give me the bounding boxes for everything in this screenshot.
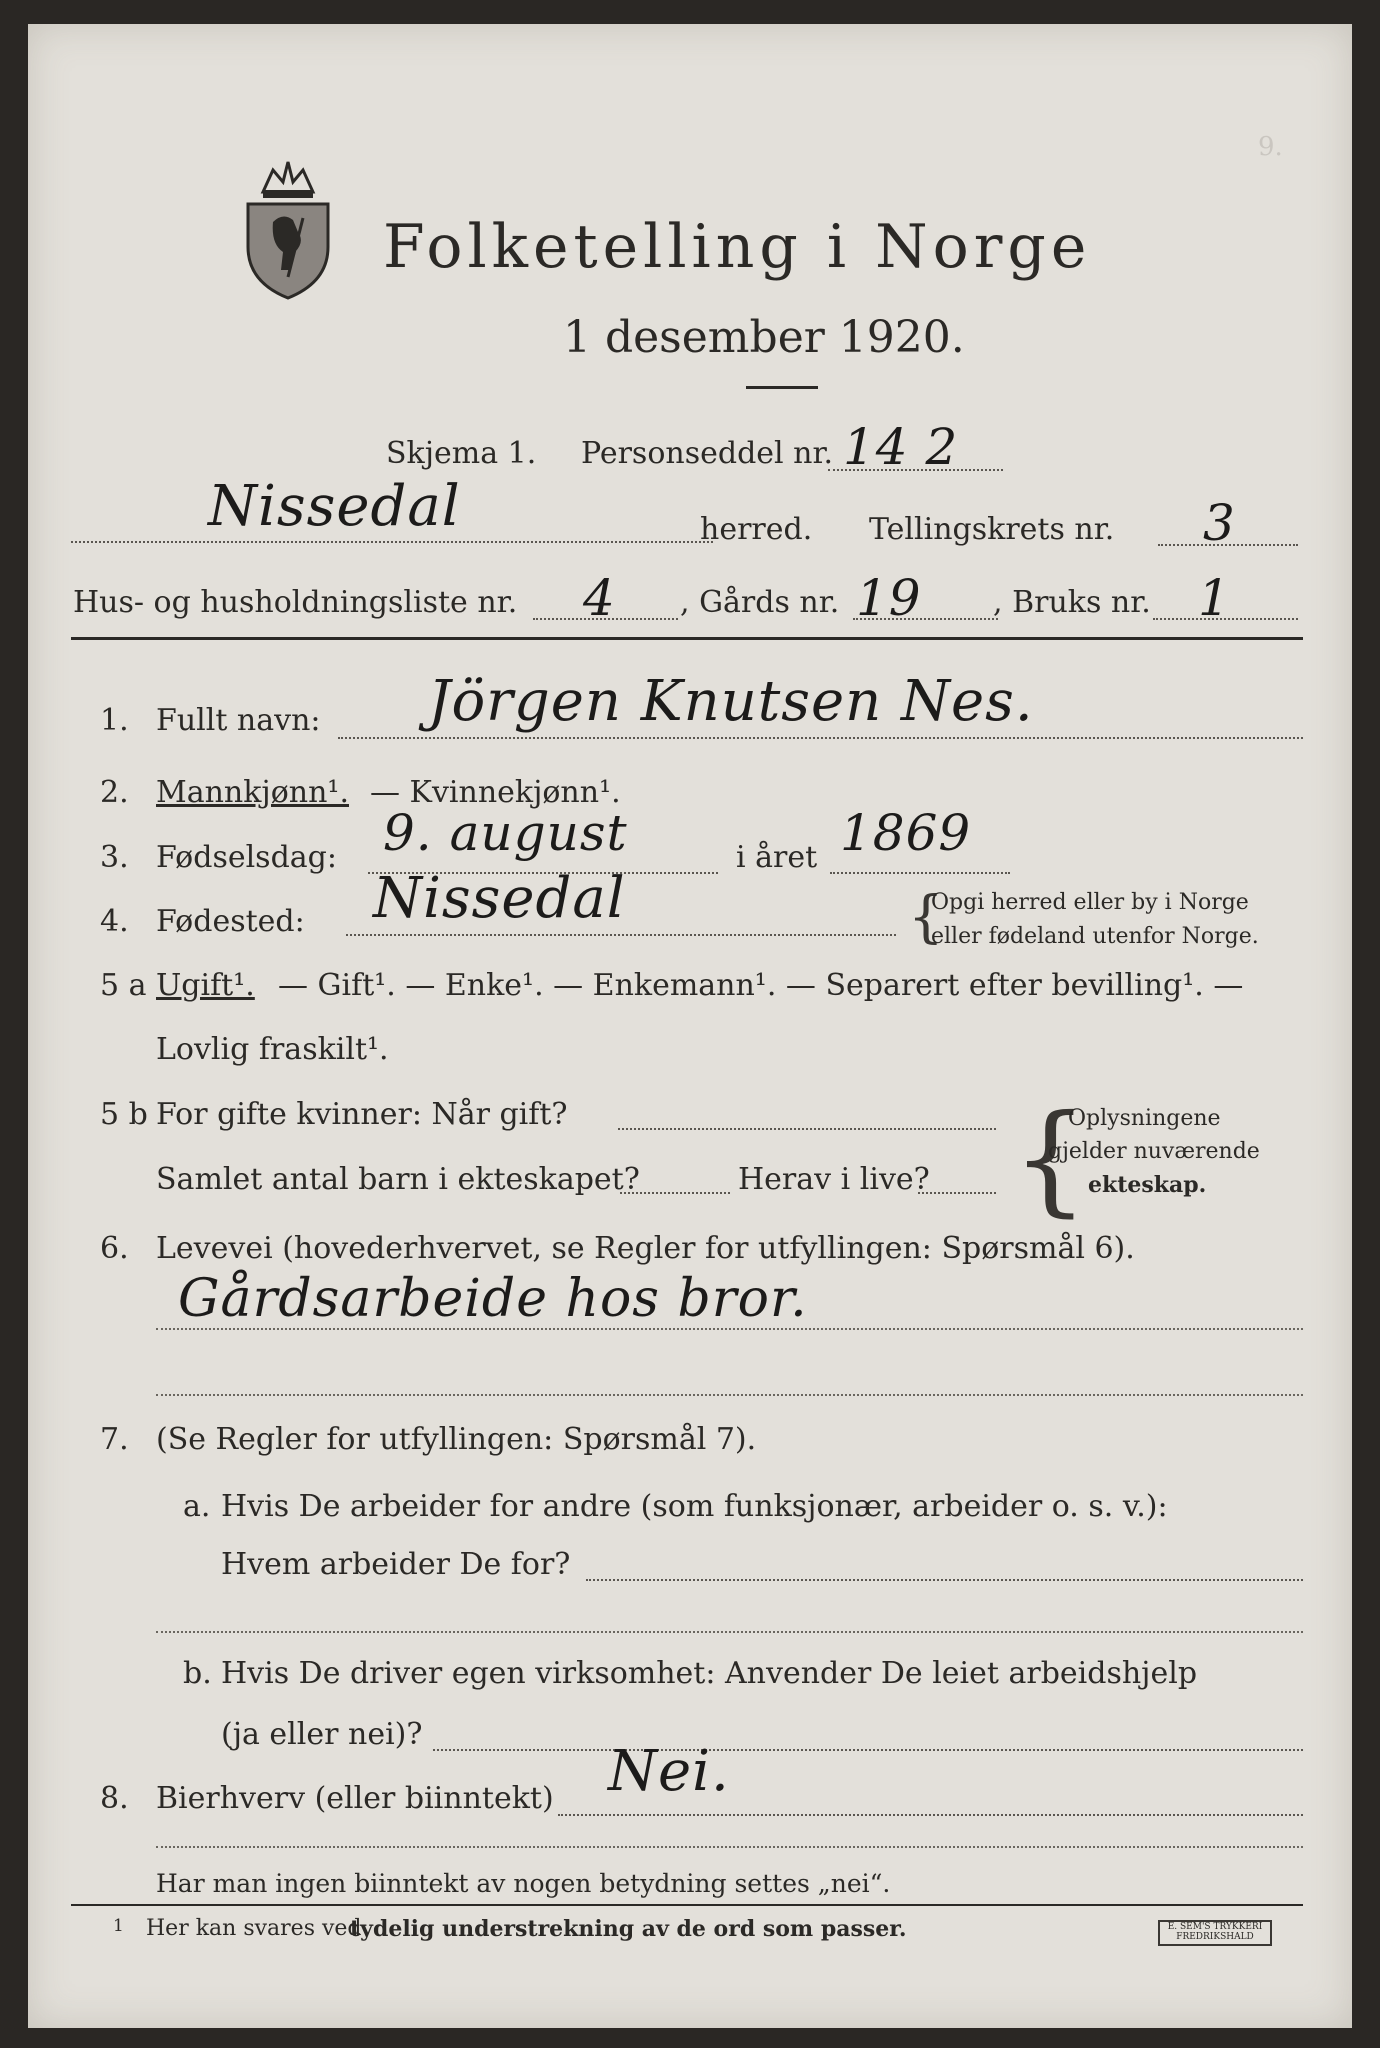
herred-line (71, 541, 713, 543)
year-label: i året (736, 840, 818, 875)
married-date-line (618, 1128, 996, 1130)
q6-label: Levevei (hovederhvervet, se Regler for utfyllingen: Spørsmål 6). (156, 1231, 1135, 1266)
q1-label: Fullt navn: (156, 703, 321, 738)
tellingskrets-value[interactable]: 3 (1203, 494, 1236, 552)
personseddel-label: Personseddel nr. (581, 436, 834, 471)
q7b-text-2: (ja eller nei)? (221, 1717, 423, 1752)
form-title: Folketelling i Norge (383, 212, 1092, 282)
q5b-label-alive: Herav i live? (738, 1162, 930, 1197)
biinntekt-note: Har man ingen biinntekt av nogen betydning settes „nei“. (156, 1869, 891, 1898)
side-income-line (558, 1814, 1303, 1816)
section-rule (71, 637, 1303, 640)
birth-year-value[interactable]: 1869 (840, 804, 972, 862)
q5b-note-3: ekteskap. (1088, 1172, 1207, 1198)
hus-label: Hus- og husholdningsliste nr. (73, 585, 518, 620)
q8-number: 8. (100, 1781, 129, 1816)
q5a-number: 5 a (100, 968, 147, 1003)
employer-line (586, 1579, 1303, 1581)
census-date: 1 desember 1920. (563, 312, 965, 363)
herred-label: herred. (700, 512, 813, 547)
personseddel-value[interactable]: 14 2 (843, 418, 959, 476)
q7-label: (Se Regler for utfyllingen: Spørsmål 7). (156, 1422, 757, 1457)
footnote-rule (71, 1904, 1303, 1906)
q1-number: 1. (100, 703, 129, 738)
bleed-through: 9. (1258, 132, 1283, 162)
title-rule (746, 386, 818, 389)
q6-line-1 (156, 1328, 1303, 1330)
q7b-text-1: Hvis De driver egen virksomhet: Anvender De leiet arbeidshjelp (221, 1656, 1198, 1691)
footnote-number: 1 (113, 1916, 124, 1936)
q7a-text-2: Hvem arbeider De for? (221, 1547, 571, 1582)
civil-status-options[interactable]: — Gift¹. — Enke¹. — Enkemann¹. — Separert efter bevilling¹. — (278, 968, 1244, 1003)
q1-line (338, 737, 1303, 739)
q4-number: 4. (100, 904, 129, 939)
year-line (830, 872, 1010, 874)
bruks-value[interactable]: 1 (1198, 569, 1231, 627)
q2-number: 2. (100, 775, 129, 810)
full-name-value[interactable]: Jörgen Knutsen Nes. (428, 669, 1034, 734)
q7-number: 7. (100, 1422, 129, 1457)
q5b-label-married: For gifte kvinner: Når gift? (156, 1097, 568, 1132)
q6-number: 6. (100, 1231, 129, 1266)
birthplace-line (346, 934, 896, 936)
q7b-number: b. (183, 1656, 212, 1691)
coat-of-arms-icon (233, 152, 343, 302)
birthplace-value[interactable]: Nissedal (373, 866, 626, 931)
herred-value[interactable]: Nissedal (208, 474, 461, 539)
alive-line (918, 1192, 996, 1194)
q4-note-1: Opgi herred eller by i Norge (931, 890, 1249, 915)
q8-label: Bierhverv (eller biinntekt) (156, 1781, 554, 1816)
skjema-label: Skjema 1. (386, 436, 537, 471)
q4-note-2: eller fødeland utenfor Norge. (931, 924, 1259, 949)
civil-status-fraskilt[interactable]: Lovlig fraskilt¹. (156, 1032, 389, 1067)
gards-label: , Gårds nr. (680, 585, 840, 620)
q5b-label-children: Samlet antal barn i ekteskapet? (156, 1162, 640, 1197)
tellingskrets-label: Tellingskrets nr. (869, 512, 1115, 547)
q6-line-2 (156, 1394, 1303, 1396)
gards-value[interactable]: 19 (856, 569, 922, 627)
q3-number: 3. (100, 840, 129, 875)
q7a-line-2 (156, 1631, 1303, 1633)
bruks-label: , Bruks nr. (993, 585, 1151, 620)
civil-status-ugift[interactable]: Ugift¹. (156, 968, 255, 1003)
footnote-text-a: Her kan svares ved (146, 1916, 362, 1941)
q3-label: Fødselsdag: (156, 840, 337, 875)
footnote-text-b: tydelig understrekning av de ord som passer. (350, 1916, 907, 1942)
printer-stamp: E. SEM'S TRYKKERI FREDRIKSHALD (1158, 1920, 1272, 1946)
census-form-page (28, 24, 1352, 2028)
q5b-note-1: Oplysningene (1068, 1106, 1221, 1131)
children-line (620, 1192, 730, 1194)
occupation-value[interactable]: Gårdsarbeide hos bror. (178, 1269, 808, 1329)
q4-label: Fødested: (156, 904, 305, 939)
side-income-value[interactable]: Nei. (608, 1739, 730, 1804)
q4-brace: { (908, 885, 944, 950)
q7a-text-1: Hvis De arbeider for andre (som funksjonær, arbeider o. s. v.): (221, 1489, 1168, 1524)
q5b-number: 5 b (100, 1097, 148, 1132)
gender-male[interactable]: Mannkjønn¹. (156, 775, 349, 810)
hus-value[interactable]: 4 (583, 569, 616, 627)
q8-line-2 (156, 1846, 1303, 1848)
birthday-value[interactable]: 9. august (383, 804, 628, 862)
gender-female[interactable]: — Kvinnekjønn¹. (370, 775, 621, 810)
q5b-note-2: gjelder nuværende (1048, 1139, 1260, 1164)
q5b-brace: { (1012, 1090, 1089, 1229)
hired-help-line (433, 1749, 1303, 1751)
q7a-number: a. (183, 1489, 211, 1524)
